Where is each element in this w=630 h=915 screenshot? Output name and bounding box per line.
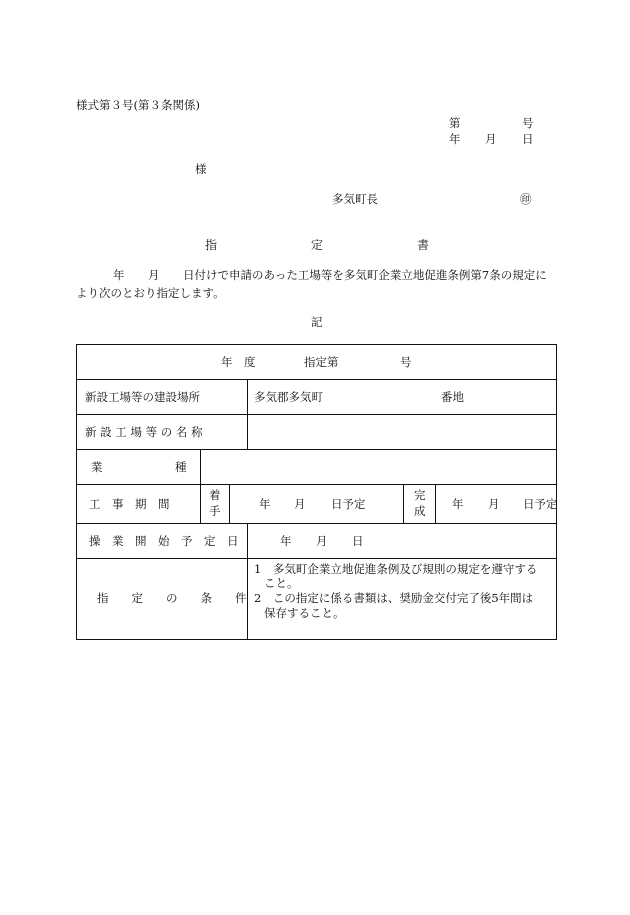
start-label-cell xyxy=(201,485,230,524)
body-year: 年 xyxy=(113,268,125,282)
start-planned: 日予定 xyxy=(331,497,366,511)
op-start-label: 操 業 開 始 予 定 日 xyxy=(89,534,239,548)
op-start-value-cell xyxy=(248,524,557,559)
conditions-label-cell xyxy=(77,559,248,640)
end-label-1: 完 xyxy=(414,488,426,502)
document-number-go: 号 xyxy=(522,116,534,130)
fiscal-year-row xyxy=(77,345,557,380)
title-char-2: 定 xyxy=(311,238,324,252)
op-day: 日 xyxy=(352,534,364,548)
period-label-cell xyxy=(77,485,201,524)
op-start-label-cell xyxy=(77,524,248,559)
industry-label-1: 業 xyxy=(91,460,103,474)
end-month: 月 xyxy=(488,497,500,511)
site-value-cell xyxy=(248,380,557,415)
conditions-value-cell xyxy=(248,559,557,640)
end-year: 年 xyxy=(452,497,464,511)
site-label: 新設工場等の建設場所 xyxy=(85,390,200,404)
name-label-cell xyxy=(77,415,248,450)
period-label: 工 事 期 間 xyxy=(89,497,170,511)
start-month: 月 xyxy=(294,497,306,511)
op-year: 年 xyxy=(280,534,292,548)
issue-date-year: 年 xyxy=(449,132,461,146)
name-label: 新 設 工 場 等 の 名 称 xyxy=(85,425,203,439)
industry-value-cell xyxy=(201,450,557,485)
title-char-1: 指 xyxy=(205,238,218,252)
designation-dai: 指定第 xyxy=(304,355,339,369)
end-planned: 日予定 xyxy=(523,497,558,511)
site-value-banchi: 番地 xyxy=(441,390,464,404)
industry-label-cell xyxy=(77,450,201,485)
title-char-3: 書 xyxy=(417,238,430,252)
issue-date-month: 月 xyxy=(485,132,497,146)
start-year: 年 xyxy=(259,497,271,511)
ki-mark: 記 xyxy=(311,315,323,329)
site-value-town: 多気郡多気町 xyxy=(254,390,323,404)
form-number-label: 様式第３号(第３条関係) xyxy=(76,98,200,112)
condition-2-line-1: 2 この指定に係る書類は、奨励金交付完了後5年間は xyxy=(254,591,534,605)
issue-date-day: 日 xyxy=(522,132,534,146)
designation-form-table xyxy=(76,344,557,640)
issuer-title: 多気町長 xyxy=(332,192,378,206)
site-label-cell xyxy=(77,380,248,415)
op-month: 月 xyxy=(316,534,328,548)
body-line-1: 日付けで申請のあった工場等を多気町企業立地促進条例第7条の規定に xyxy=(183,268,547,282)
start-label-1: 着 xyxy=(209,488,221,502)
industry-label-2: 種 xyxy=(175,460,187,474)
condition-1-line-1: 1 多気町企業立地促進条例及び規則の規定を遵守する xyxy=(254,562,538,576)
end-label-cell xyxy=(404,485,436,524)
conditions-label: 指 定 の 条 件 xyxy=(97,591,247,605)
name-value-cell xyxy=(248,415,557,450)
body-month: 月 xyxy=(148,268,160,282)
fiscal-year-label: 年 度 xyxy=(221,355,256,369)
end-label-2: 成 xyxy=(414,504,426,518)
designation-go: 号 xyxy=(400,355,412,369)
seal-mark: ㊞ xyxy=(520,192,532,206)
end-date-cell xyxy=(436,485,557,524)
condition-1-line-2: こと。 xyxy=(264,576,299,590)
condition-2-line-2: 保存すること。 xyxy=(264,606,345,620)
body-line-2: より次のとおり指定します。 xyxy=(76,286,225,300)
start-label-2: 手 xyxy=(209,504,221,518)
addressee-sama: 様 xyxy=(195,162,207,176)
start-date-cell xyxy=(230,485,404,524)
document-number-dai: 第 xyxy=(449,116,461,130)
